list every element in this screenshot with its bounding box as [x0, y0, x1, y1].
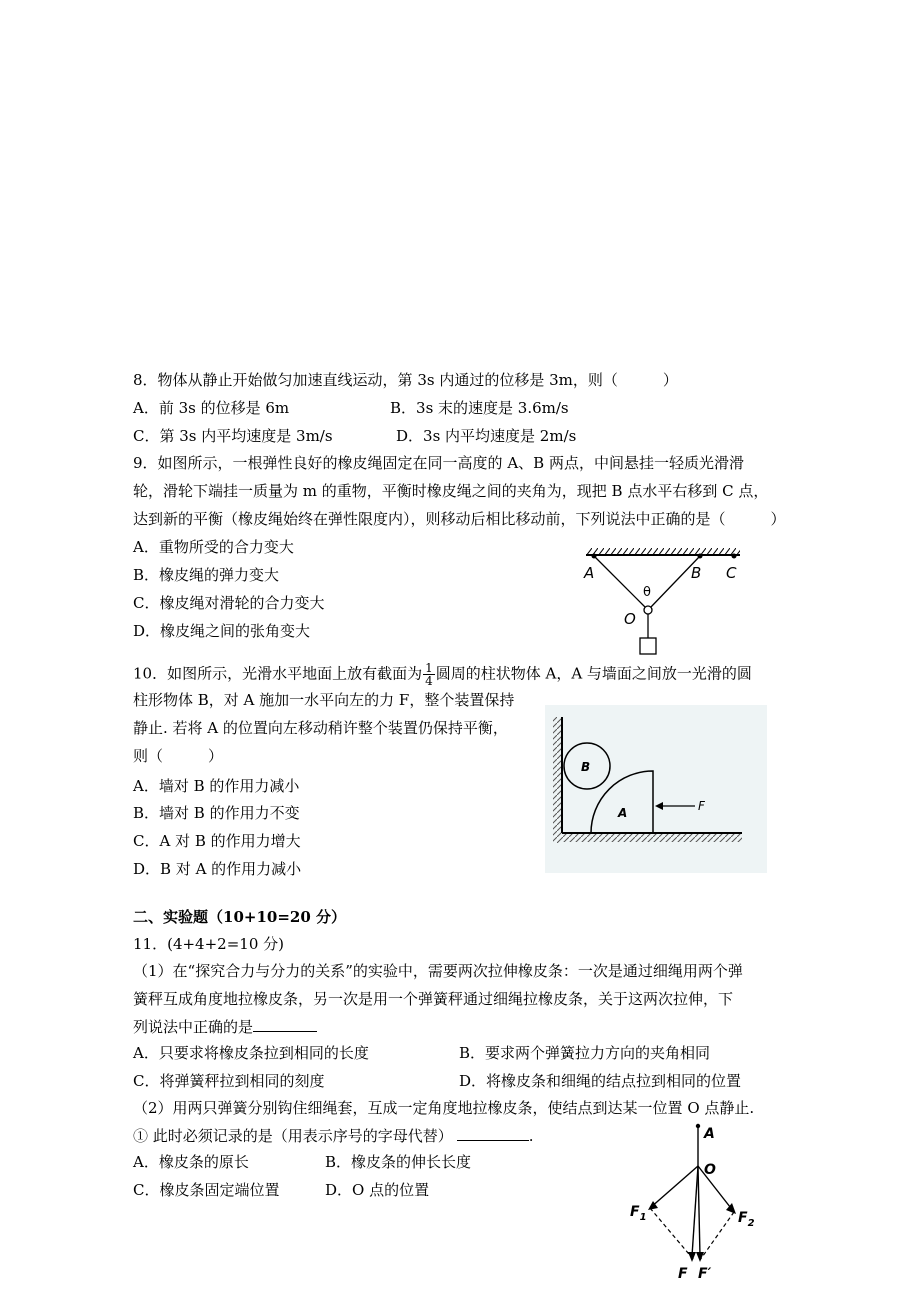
- q10-line-1: [133, 662, 752, 687]
- q11-part1-option-c: C．将弹簧秤拉到相同的刻度: [133, 1072, 325, 1090]
- q10-line-1-post: 圆周的柱状物体 A，A 与墙面之间放一光滑的圆: [435, 664, 752, 683]
- q8-stem: 8．物体从静止开始做匀加速直线运动，第 3s 内通过的位移是 3m，则（ ）: [133, 371, 678, 389]
- force-f-prime-arrowhead: [696, 1252, 704, 1262]
- label-f1-main: F: [630, 1204, 640, 1220]
- q9-option-d: D．橡皮绳之间的张角变大: [133, 622, 311, 640]
- label-c: C: [726, 564, 737, 582]
- q10-line-4: 则（ ）: [133, 747, 224, 765]
- q11-part2-option-b: B．橡皮条的伸长长度: [325, 1153, 472, 1171]
- fraction-denominator: 4: [425, 674, 433, 688]
- q9-pulley-figure: [580, 540, 750, 668]
- pulley: [644, 606, 652, 614]
- q11-part2-line-1: （2）用两只弹簧分别钩住细绳套，互成一定角度地拉橡皮条，使结点到达某一位置 O 点静止.: [133, 1099, 755, 1117]
- parallelogram-left-dashed: [650, 1208, 694, 1260]
- q8-option-c: C．第 3s 内平均速度是 3m/s: [133, 427, 333, 445]
- q11-part2-item-1-end: .: [528, 1127, 534, 1145]
- label-a: A: [584, 564, 595, 582]
- force-f-arrowhead: [688, 1252, 696, 1262]
- q11-part1-option-d: D．将橡皮条和细绳的结点拉到相同的位置: [459, 1072, 742, 1090]
- force-f-prime-arrow: [698, 1166, 700, 1256]
- fraction-numerator: 1: [425, 661, 433, 675]
- point-a-dot: [696, 1124, 700, 1128]
- q11-part2-item-1: [133, 1125, 534, 1146]
- q11-part1-line-2: 簧秤互成角度地拉橡皮条，另一次是用一个弹簧秤通过细绳拉橡皮条，关于这两次拉伸，下: [133, 990, 734, 1008]
- force-f-arrow: [692, 1166, 698, 1256]
- label-b: B: [691, 564, 702, 582]
- q8-option-b: B．3s 末的速度是 3.6m/s: [390, 399, 569, 417]
- label-a: A: [704, 1126, 715, 1142]
- q11-part1-line-3-text: 列说法中正确的是: [133, 1018, 254, 1036]
- q11-part2-option-d: D．O 点的位置: [325, 1181, 430, 1199]
- quarter-fraction: [423, 662, 435, 687]
- label-f: F: [678, 1266, 688, 1282]
- q10-quarter-cylinder-figure: [545, 705, 767, 873]
- q11-part2-item-1-text: ① 此时必须记录的是（用表示序号的字母代替）: [133, 1127, 453, 1145]
- label-a: A: [618, 806, 628, 820]
- floor-hatch: [562, 833, 742, 842]
- q10-line-2: 柱形物体 B，对 A 施加一水平向左的力 F，整个装置保持: [133, 691, 515, 709]
- point-c-dot: [732, 554, 737, 559]
- rope-left: [594, 556, 646, 608]
- q10-option-d: D．B 对 A 的作用力减小: [133, 860, 302, 878]
- label-o: O: [704, 1162, 716, 1178]
- q11-part2-option-c: C．橡皮条固定端位置: [133, 1181, 280, 1199]
- q11-part2-option-a: A．橡皮条的原长: [133, 1153, 249, 1171]
- label-f1-sub: 1: [639, 1212, 647, 1223]
- q9-option-c: C．橡皮绳对滑轮的合力变大: [133, 594, 325, 612]
- q9-line-2: 轮，滑轮下端挂一质量为 m 的重物，平衡时橡皮绳之间的夹角为，现把 B 点水平右移到 C 点，: [133, 482, 769, 500]
- label-f2: [738, 1210, 755, 1229]
- label-f-prime: F′: [698, 1266, 712, 1282]
- wall-hatch: [553, 717, 562, 843]
- answer-blank-2[interactable]: [457, 1125, 529, 1141]
- section-2-heading: 二、实验题（10+10=20 分）: [133, 908, 346, 926]
- force-f1-arrow: [650, 1166, 698, 1208]
- q10-option-b: B．墙对 B 的作用力不变: [133, 804, 300, 822]
- q11-part1-line-3: [133, 1016, 317, 1037]
- answer-blank-1[interactable]: [253, 1016, 317, 1032]
- label-f: F: [698, 799, 705, 813]
- q8-option-a: A．前 3s 的位移是 6m: [133, 399, 290, 417]
- q9-option-b: B．橡皮绳的弹力变大: [133, 566, 280, 584]
- q11-part1-option-b: B．要求两个弹簧拉力方向的夹角相同: [459, 1044, 711, 1062]
- q11-part1-line-1: （1）在“探究合力与分力的关系”的实验中，需要两次拉伸橡皮条：一次是通过细绳用两个弹: [133, 962, 743, 980]
- q11-part1-option-a: A．只要求将橡皮条拉到相同的长度: [133, 1044, 369, 1062]
- q11-force-parallelogram-figure: [620, 1118, 770, 1298]
- figure-background: [545, 705, 767, 873]
- parallelogram-right-dashed: [700, 1212, 734, 1260]
- q11-head: 11．(4+4+2=10 分): [133, 935, 284, 953]
- q10-option-a: A．墙对 B 的作用力减小: [133, 777, 300, 795]
- q9-line-1: 9．如图所示，一根弹性良好的橡皮绳固定在同一高度的 A、B 两点，中间悬挂一轻质光滑滑: [133, 454, 744, 472]
- q10-line-3: 静止. 若将 A 的位置向左移动稍许整个装置仍保持平衡，: [133, 719, 508, 737]
- label-o: O: [624, 610, 636, 628]
- q8-option-d: D．3s 内平均速度是 2m/s: [396, 427, 577, 445]
- q10-option-c: C．A 对 B 的作用力增大: [133, 832, 301, 850]
- q10-line-1-pre: 10．如图所示，光滑水平地面上放有截面为: [133, 664, 423, 683]
- label-f2-main: F: [738, 1210, 748, 1226]
- ceiling-hatch: [586, 548, 740, 555]
- weight-block: [640, 638, 656, 654]
- label-b: B: [581, 760, 591, 774]
- q9-option-a: A．重物所受的合力变大: [133, 538, 294, 556]
- label-f2-sub: 2: [747, 1218, 755, 1229]
- label-theta: θ: [643, 585, 651, 600]
- q9-line-3: 达到新的平衡（橡皮绳始终在弹性限度内），则移动后相比移动前，下列说法中正确的是（ ）: [133, 510, 786, 528]
- label-f1: [630, 1204, 647, 1223]
